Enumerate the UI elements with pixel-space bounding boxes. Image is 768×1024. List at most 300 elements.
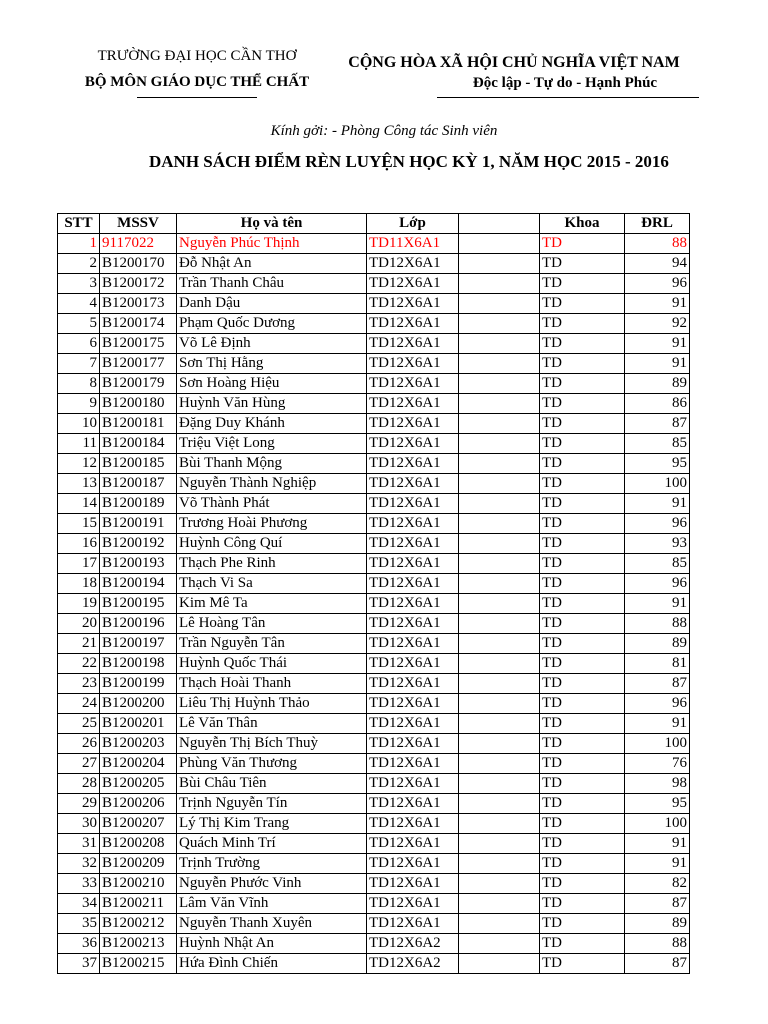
cell-name: Lý Thị Kim Trang bbox=[177, 814, 367, 834]
cell-khoa: TD bbox=[540, 274, 625, 294]
table-row bbox=[58, 654, 690, 674]
cell-stt: 12 bbox=[58, 454, 100, 474]
country-name: CỘNG HÒA XÃ HỘI CHỦ NGHĨA VIỆT NAM bbox=[348, 54, 680, 71]
cell-name: Quách Minh Trí bbox=[177, 834, 367, 854]
cell-stt: 14 bbox=[58, 494, 100, 514]
cell-mssv: B1200174 bbox=[100, 314, 177, 334]
cell-drl: 91 bbox=[625, 714, 690, 734]
cell-stt: 26 bbox=[58, 734, 100, 754]
cell-drl: 87 bbox=[625, 894, 690, 914]
cell-khoa: TD bbox=[540, 474, 625, 494]
cell-stt: 15 bbox=[58, 514, 100, 534]
cell-khoa: TD bbox=[540, 614, 625, 634]
cell-mssv: B1200197 bbox=[100, 634, 177, 654]
cell-blank bbox=[459, 274, 540, 294]
cell-stt: 25 bbox=[58, 714, 100, 734]
cell-stt: 22 bbox=[58, 654, 100, 674]
cell-mssv: 9117022 bbox=[100, 234, 177, 254]
cell-khoa: TD bbox=[540, 554, 625, 574]
cell-name: Võ Thành Phát bbox=[177, 494, 367, 514]
cell-drl: 96 bbox=[625, 274, 690, 294]
cell-blank bbox=[459, 314, 540, 334]
cell-lop: TD12X6A1 bbox=[367, 434, 459, 454]
cell-mssv: B1200200 bbox=[100, 694, 177, 714]
table-row bbox=[58, 334, 690, 354]
cell-drl: 87 bbox=[625, 414, 690, 434]
cell-lop: TD12X6A1 bbox=[367, 474, 459, 494]
col-header-blank bbox=[459, 214, 540, 234]
table-row bbox=[58, 254, 690, 274]
cell-mssv: B1200170 bbox=[100, 254, 177, 274]
cell-name: Kim Mê Ta bbox=[177, 594, 367, 614]
cell-name: Nguyễn Phước Vinh bbox=[177, 874, 367, 894]
cell-blank bbox=[459, 334, 540, 354]
cell-mssv: B1200177 bbox=[100, 354, 177, 374]
table-row bbox=[58, 494, 690, 514]
cell-mssv: B1200179 bbox=[100, 374, 177, 394]
cell-blank bbox=[459, 854, 540, 874]
cell-blank bbox=[459, 894, 540, 914]
cell-mssv: B1200211 bbox=[100, 894, 177, 914]
cell-khoa: TD bbox=[540, 394, 625, 414]
cell-khoa: TD bbox=[540, 874, 625, 894]
cell-stt: 17 bbox=[58, 554, 100, 574]
cell-stt: 3 bbox=[58, 274, 100, 294]
cell-mssv: B1200172 bbox=[100, 274, 177, 294]
table-row bbox=[58, 474, 690, 494]
cell-lop: TD12X6A1 bbox=[367, 394, 459, 414]
cell-mssv: B1200210 bbox=[100, 874, 177, 894]
cell-lop: TD12X6A1 bbox=[367, 294, 459, 314]
table-row bbox=[58, 934, 690, 954]
cell-drl: 96 bbox=[625, 574, 690, 594]
cell-blank bbox=[459, 774, 540, 794]
cell-stt: 35 bbox=[58, 914, 100, 934]
cell-stt: 31 bbox=[58, 834, 100, 854]
cell-drl: 93 bbox=[625, 534, 690, 554]
cell-stt: 16 bbox=[58, 534, 100, 554]
cell-name: Phạm Quốc Dương bbox=[177, 314, 367, 334]
score-table-container bbox=[57, 213, 689, 974]
cell-stt: 21 bbox=[58, 634, 100, 654]
cell-stt: 13 bbox=[58, 474, 100, 494]
cell-drl: 82 bbox=[625, 874, 690, 894]
cell-mssv: B1200215 bbox=[100, 954, 177, 974]
table-row bbox=[58, 574, 690, 594]
cell-drl: 91 bbox=[625, 854, 690, 874]
table-row bbox=[58, 794, 690, 814]
cell-stt: 8 bbox=[58, 374, 100, 394]
table-row bbox=[58, 594, 690, 614]
cell-blank bbox=[459, 674, 540, 694]
department-name: BỘ MÔN GIÁO DỤC THỂ CHẤT bbox=[84, 74, 310, 90]
cell-drl: 95 bbox=[625, 454, 690, 474]
cell-blank bbox=[459, 734, 540, 754]
col-header-name: Họ và tên bbox=[177, 214, 367, 234]
table-row bbox=[58, 874, 690, 894]
cell-lop: TD12X6A1 bbox=[367, 874, 459, 894]
cell-mssv: B1200199 bbox=[100, 674, 177, 694]
cell-blank bbox=[459, 554, 540, 574]
cell-name: Lâm Văn Vĩnh bbox=[177, 894, 367, 914]
cell-stt: 7 bbox=[58, 354, 100, 374]
cell-lop: TD12X6A1 bbox=[367, 374, 459, 394]
cell-mssv: B1200198 bbox=[100, 654, 177, 674]
cell-lop: TD12X6A1 bbox=[367, 594, 459, 614]
cell-mssv: B1200204 bbox=[100, 754, 177, 774]
cell-blank bbox=[459, 594, 540, 614]
table-row bbox=[58, 534, 690, 554]
recipient-line: Kính gởi: - Phòng Công tác Sinh viên bbox=[270, 123, 498, 139]
cell-name: Thạch Phe Rinh bbox=[177, 554, 367, 574]
table-row bbox=[58, 314, 690, 334]
cell-name: Lê Văn Thân bbox=[177, 714, 367, 734]
cell-drl: 86 bbox=[625, 394, 690, 414]
cell-blank bbox=[459, 234, 540, 254]
cell-lop: TD12X6A1 bbox=[367, 634, 459, 654]
cell-drl: 85 bbox=[625, 434, 690, 454]
table-row bbox=[58, 414, 690, 434]
cell-khoa: TD bbox=[540, 514, 625, 534]
cell-khoa: TD bbox=[540, 334, 625, 354]
table-row bbox=[58, 554, 690, 574]
cell-lop: TD12X6A1 bbox=[367, 834, 459, 854]
table-row bbox=[58, 774, 690, 794]
cell-stt: 1 bbox=[58, 234, 100, 254]
cell-name: Lê Hoàng Tân bbox=[177, 614, 367, 634]
table-row bbox=[58, 454, 690, 474]
cell-blank bbox=[459, 574, 540, 594]
cell-name: Hứa Đình Chiến bbox=[177, 954, 367, 974]
cell-mssv: B1200212 bbox=[100, 914, 177, 934]
cell-mssv: B1200205 bbox=[100, 774, 177, 794]
cell-name: Thạch Hoài Thanh bbox=[177, 674, 367, 694]
table-row bbox=[58, 814, 690, 834]
cell-name: Nguyễn Phúc Thịnh bbox=[177, 234, 367, 254]
cell-lop: TD12X6A1 bbox=[367, 554, 459, 574]
col-header-drl: ĐRL bbox=[625, 214, 690, 234]
table-row bbox=[58, 354, 690, 374]
cell-khoa: TD bbox=[540, 734, 625, 754]
cell-name: Huỳnh Công Quí bbox=[177, 534, 367, 554]
cell-stt: 24 bbox=[58, 694, 100, 714]
cell-blank bbox=[459, 394, 540, 414]
cell-blank bbox=[459, 294, 540, 314]
cell-name: Sơn Hoàng Hiệu bbox=[177, 374, 367, 394]
cell-lop: TD12X6A1 bbox=[367, 794, 459, 814]
cell-khoa: TD bbox=[540, 634, 625, 654]
cell-blank bbox=[459, 914, 540, 934]
cell-lop: TD12X6A1 bbox=[367, 354, 459, 374]
cell-drl: 91 bbox=[625, 594, 690, 614]
cell-blank bbox=[459, 374, 540, 394]
cell-khoa: TD bbox=[540, 854, 625, 874]
cell-khoa: TD bbox=[540, 714, 625, 734]
cell-name: Nguyễn Thị Bích Thuỳ bbox=[177, 734, 367, 754]
col-header-stt: STT bbox=[58, 214, 100, 234]
cell-drl: 88 bbox=[625, 234, 690, 254]
table-row bbox=[58, 614, 690, 634]
cell-name: Nguyễn Thanh Xuyên bbox=[177, 914, 367, 934]
table-row bbox=[58, 634, 690, 654]
cell-drl: 81 bbox=[625, 654, 690, 674]
cell-drl: 94 bbox=[625, 254, 690, 274]
cell-name: Đỗ Nhật An bbox=[177, 254, 367, 274]
table-header-row bbox=[58, 214, 690, 234]
table-row bbox=[58, 274, 690, 294]
cell-blank bbox=[459, 754, 540, 774]
cell-blank bbox=[459, 874, 540, 894]
cell-drl: 91 bbox=[625, 334, 690, 354]
cell-mssv: B1200209 bbox=[100, 854, 177, 874]
cell-mssv: B1200193 bbox=[100, 554, 177, 574]
cell-name: Trịnh Nguyễn Tín bbox=[177, 794, 367, 814]
table-row bbox=[58, 834, 690, 854]
cell-name: Bùi Thanh Mộng bbox=[177, 454, 367, 474]
cell-lop: TD12X6A1 bbox=[367, 334, 459, 354]
cell-drl: 95 bbox=[625, 794, 690, 814]
cell-lop: TD12X6A1 bbox=[367, 814, 459, 834]
cell-lop: TD12X6A1 bbox=[367, 774, 459, 794]
cell-lop: TD12X6A2 bbox=[367, 954, 459, 974]
cell-lop: TD12X6A1 bbox=[367, 414, 459, 434]
cell-mssv: B1200191 bbox=[100, 514, 177, 534]
table-row bbox=[58, 754, 690, 774]
cell-khoa: TD bbox=[540, 294, 625, 314]
cell-blank bbox=[459, 254, 540, 274]
cell-mssv: B1200213 bbox=[100, 934, 177, 954]
cell-lop: TD12X6A1 bbox=[367, 614, 459, 634]
cell-drl: 85 bbox=[625, 554, 690, 574]
cell-mssv: B1200201 bbox=[100, 714, 177, 734]
cell-name: Đặng Duy Khánh bbox=[177, 414, 367, 434]
table-row bbox=[58, 514, 690, 534]
cell-drl: 96 bbox=[625, 694, 690, 714]
cell-name: Võ Lê Định bbox=[177, 334, 367, 354]
cell-drl: 100 bbox=[625, 474, 690, 494]
cell-khoa: TD bbox=[540, 754, 625, 774]
cell-lop: TD12X6A1 bbox=[367, 914, 459, 934]
cell-khoa: TD bbox=[540, 914, 625, 934]
cell-name: Liêu Thị Huỳnh Thảo bbox=[177, 694, 367, 714]
document-title: DANH SÁCH ĐIỂM RÈN LUYỆN HỌC KỲ 1, NĂM HỌC 2015 - 2016 bbox=[149, 152, 669, 171]
cell-stt: 34 bbox=[58, 894, 100, 914]
cell-mssv: B1200195 bbox=[100, 594, 177, 614]
cell-blank bbox=[459, 434, 540, 454]
cell-khoa: TD bbox=[540, 934, 625, 954]
cell-khoa: TD bbox=[540, 834, 625, 854]
cell-name: Huỳnh Văn Hùng bbox=[177, 394, 367, 414]
cell-khoa: TD bbox=[540, 254, 625, 274]
cell-drl: 87 bbox=[625, 954, 690, 974]
cell-stt: 30 bbox=[58, 814, 100, 834]
header-left-underline bbox=[137, 97, 257, 98]
cell-name: Triệu Việt Long bbox=[177, 434, 367, 454]
cell-khoa: TD bbox=[540, 774, 625, 794]
cell-mssv: B1200206 bbox=[100, 794, 177, 814]
cell-khoa: TD bbox=[540, 674, 625, 694]
cell-name: Huỳnh Nhật An bbox=[177, 934, 367, 954]
cell-mssv: B1200189 bbox=[100, 494, 177, 514]
cell-name: Thạch Vi Sa bbox=[177, 574, 367, 594]
cell-lop: TD12X6A1 bbox=[367, 694, 459, 714]
cell-drl: 89 bbox=[625, 914, 690, 934]
cell-lop: TD12X6A1 bbox=[367, 674, 459, 694]
cell-khoa: TD bbox=[540, 454, 625, 474]
cell-blank bbox=[459, 934, 540, 954]
cell-mssv: B1200207 bbox=[100, 814, 177, 834]
table-row bbox=[58, 294, 690, 314]
table-row bbox=[58, 734, 690, 754]
table-row bbox=[58, 374, 690, 394]
cell-name: Nguyễn Thành Nghiệp bbox=[177, 474, 367, 494]
cell-drl: 91 bbox=[625, 834, 690, 854]
cell-stt: 4 bbox=[58, 294, 100, 314]
table-row bbox=[58, 234, 690, 254]
cell-stt: 11 bbox=[58, 434, 100, 454]
cell-name: Sơn Thị Hằng bbox=[177, 354, 367, 374]
cell-mssv: B1200187 bbox=[100, 474, 177, 494]
col-header-lop: Lớp bbox=[367, 214, 459, 234]
cell-mssv: B1200175 bbox=[100, 334, 177, 354]
cell-stt: 2 bbox=[58, 254, 100, 274]
cell-khoa: TD bbox=[540, 534, 625, 554]
cell-drl: 92 bbox=[625, 314, 690, 334]
cell-lop: TD12X6A1 bbox=[367, 494, 459, 514]
cell-lop: TD12X6A1 bbox=[367, 314, 459, 334]
cell-name: Bùi Châu Tiên bbox=[177, 774, 367, 794]
cell-mssv: B1200192 bbox=[100, 534, 177, 554]
cell-drl: 96 bbox=[625, 514, 690, 534]
table-row bbox=[58, 894, 690, 914]
cell-drl: 89 bbox=[625, 634, 690, 654]
table-row bbox=[58, 914, 690, 934]
cell-mssv: B1200181 bbox=[100, 414, 177, 434]
table-row bbox=[58, 394, 690, 414]
cell-blank bbox=[459, 454, 540, 474]
cell-blank bbox=[459, 694, 540, 714]
cell-blank bbox=[459, 614, 540, 634]
cell-stt: 36 bbox=[58, 934, 100, 954]
table-row bbox=[58, 954, 690, 974]
cell-khoa: TD bbox=[540, 354, 625, 374]
table-row bbox=[58, 434, 690, 454]
cell-mssv: B1200173 bbox=[100, 294, 177, 314]
table-row bbox=[58, 674, 690, 694]
cell-drl: 88 bbox=[625, 614, 690, 634]
cell-khoa: TD bbox=[540, 434, 625, 454]
cell-mssv: B1200203 bbox=[100, 734, 177, 754]
cell-lop: TD12X6A1 bbox=[367, 534, 459, 554]
cell-stt: 19 bbox=[58, 594, 100, 614]
cell-khoa: TD bbox=[540, 654, 625, 674]
cell-name: Trần Thanh Châu bbox=[177, 274, 367, 294]
cell-lop: TD12X6A1 bbox=[367, 754, 459, 774]
cell-lop: TD12X6A1 bbox=[367, 514, 459, 534]
cell-blank bbox=[459, 414, 540, 434]
cell-stt: 20 bbox=[58, 614, 100, 634]
table-row bbox=[58, 714, 690, 734]
cell-drl: 89 bbox=[625, 374, 690, 394]
cell-stt: 5 bbox=[58, 314, 100, 334]
table-row bbox=[58, 854, 690, 874]
cell-drl: 98 bbox=[625, 774, 690, 794]
university-name: TRƯỜNG ĐẠI HỌC CẦN THƠ bbox=[97, 48, 297, 64]
cell-lop: TD12X6A1 bbox=[367, 454, 459, 474]
cell-khoa: TD bbox=[540, 574, 625, 594]
cell-stt: 9 bbox=[58, 394, 100, 414]
cell-lop: TD12X6A1 bbox=[367, 894, 459, 914]
cell-blank bbox=[459, 794, 540, 814]
cell-name: Huỳnh Quốc Thái bbox=[177, 654, 367, 674]
cell-name: Phùng Văn Thương bbox=[177, 754, 367, 774]
cell-khoa: TD bbox=[540, 794, 625, 814]
cell-lop: TD12X6A1 bbox=[367, 714, 459, 734]
cell-khoa: TD bbox=[540, 594, 625, 614]
cell-lop: TD12X6A1 bbox=[367, 734, 459, 754]
cell-name: Trương Hoài Phương bbox=[177, 514, 367, 534]
cell-mssv: B1200185 bbox=[100, 454, 177, 474]
cell-blank bbox=[459, 514, 540, 534]
cell-mssv: B1200184 bbox=[100, 434, 177, 454]
cell-khoa: TD bbox=[540, 234, 625, 254]
national-motto: Độc lập - Tự do - Hạnh Phúc bbox=[472, 75, 658, 91]
cell-stt: 33 bbox=[58, 874, 100, 894]
cell-stt: 6 bbox=[58, 334, 100, 354]
cell-stt: 23 bbox=[58, 674, 100, 694]
cell-drl: 91 bbox=[625, 354, 690, 374]
cell-khoa: TD bbox=[540, 694, 625, 714]
cell-blank bbox=[459, 814, 540, 834]
score-table bbox=[57, 213, 690, 974]
cell-blank bbox=[459, 354, 540, 374]
cell-blank bbox=[459, 534, 540, 554]
cell-stt: 10 bbox=[58, 414, 100, 434]
cell-drl: 88 bbox=[625, 934, 690, 954]
cell-mssv: B1200194 bbox=[100, 574, 177, 594]
cell-mssv: B1200180 bbox=[100, 394, 177, 414]
cell-blank bbox=[459, 954, 540, 974]
cell-drl: 87 bbox=[625, 674, 690, 694]
cell-drl: 91 bbox=[625, 294, 690, 314]
cell-stt: 37 bbox=[58, 954, 100, 974]
cell-drl: 100 bbox=[625, 734, 690, 754]
cell-khoa: TD bbox=[540, 314, 625, 334]
cell-lop: TD12X6A1 bbox=[367, 274, 459, 294]
cell-blank bbox=[459, 834, 540, 854]
cell-blank bbox=[459, 714, 540, 734]
col-header-mssv: MSSV bbox=[100, 214, 177, 234]
cell-mssv: B1200208 bbox=[100, 834, 177, 854]
cell-mssv: B1200196 bbox=[100, 614, 177, 634]
cell-name: Danh Dậu bbox=[177, 294, 367, 314]
cell-blank bbox=[459, 474, 540, 494]
cell-blank bbox=[459, 634, 540, 654]
cell-lop: TD12X6A1 bbox=[367, 254, 459, 274]
cell-stt: 32 bbox=[58, 854, 100, 874]
cell-lop: TD12X6A1 bbox=[367, 854, 459, 874]
cell-name: Trần Nguyễn Tân bbox=[177, 634, 367, 654]
cell-khoa: TD bbox=[540, 494, 625, 514]
cell-blank bbox=[459, 654, 540, 674]
cell-drl: 76 bbox=[625, 754, 690, 774]
cell-khoa: TD bbox=[540, 954, 625, 974]
cell-stt: 27 bbox=[58, 754, 100, 774]
table-row bbox=[58, 694, 690, 714]
cell-stt: 18 bbox=[58, 574, 100, 594]
cell-name: Trịnh Trường bbox=[177, 854, 367, 874]
cell-khoa: TD bbox=[540, 374, 625, 394]
